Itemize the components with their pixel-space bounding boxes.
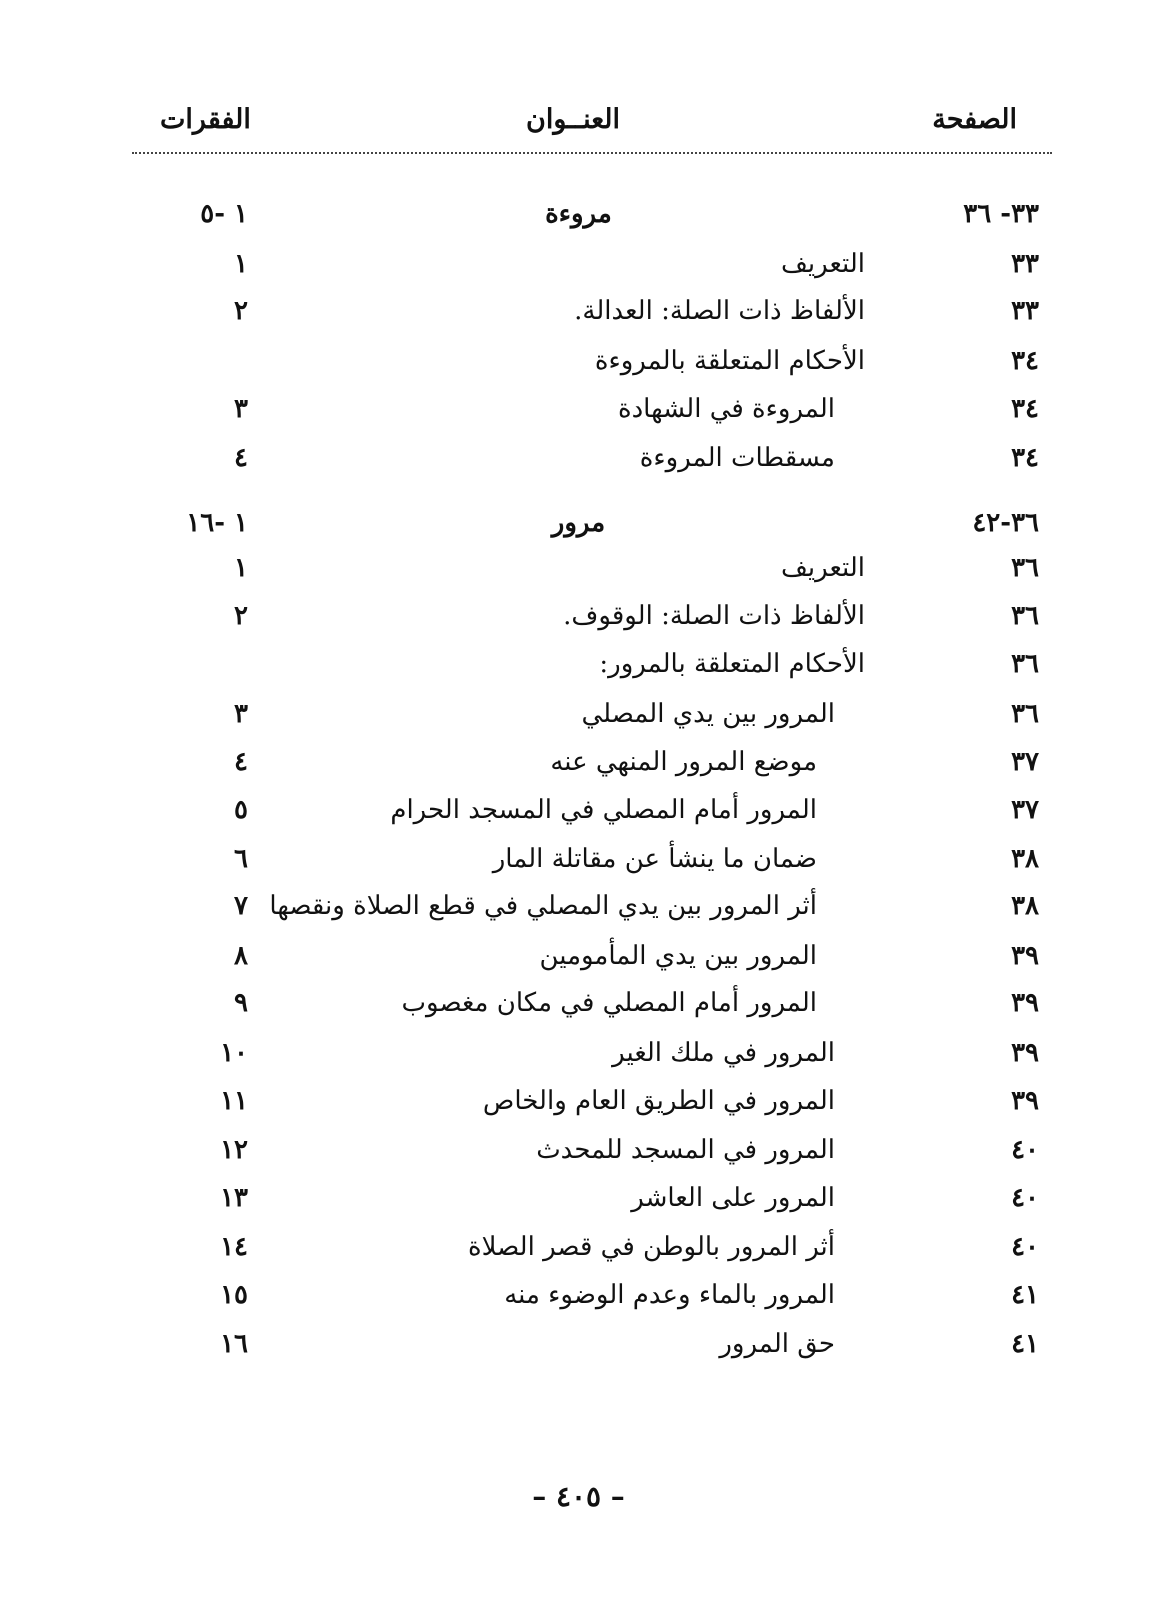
row-paragraphs: ١ [234,249,248,279]
row-page-number: ٤١ [1011,1280,1039,1310]
row-page-number: ٣٦ [1011,553,1039,583]
row-paragraphs: ١٣ [220,1183,248,1213]
row-paragraphs: ٢ [234,296,248,326]
row-title: مسقطات المروءة [639,443,835,473]
row-page-number: ٤١ [1011,1329,1039,1359]
row-title: الأحكام المتعلقة بالمروءة [594,346,865,376]
row-title: ضمان ما ينشأ عن مقاتلة المار [492,844,817,874]
row-paragraphs: ١ -٥ [200,199,248,229]
row-page-number: ٣٤ [1011,346,1039,376]
row-page-number: ٤٠ [1011,1183,1039,1213]
row-paragraphs: ٨ [234,941,248,971]
row-page-number: ٣٦ [1011,601,1039,631]
row-title: حق المرور [719,1329,835,1359]
row-page-number: ٣٣ [1011,249,1039,279]
row-paragraphs: ٧ [234,891,248,921]
row-title: المرور أمام المصلي في المسجد الحرام [390,795,817,825]
row-page-number: ٣٩ [1011,941,1039,971]
row-title: التعريف [780,249,865,279]
row-page-number: ٣٩ [1011,1086,1039,1116]
row-paragraphs: ٤ [234,443,248,473]
row-title: المرور في الطريق العام والخاص [482,1086,835,1116]
row-page-number: ٣٧ [1011,795,1039,825]
row-paragraphs: ٦ [234,844,248,874]
row-page-number: ٣٣ [1011,296,1039,326]
row-paragraphs: ٢ [234,601,248,631]
row-paragraphs: ٤ [234,747,248,777]
row-paragraphs: ١٥ [220,1280,248,1310]
row-paragraphs: ١٢ [220,1135,248,1165]
row-page-number: ٣٨ [1011,891,1039,921]
header-paragraphs: الفقرات [160,104,251,135]
row-page-number: ٣٩ [1011,988,1039,1018]
row-title: الألفاظ ذات الصلة: الوقوف. [563,601,865,631]
header-title: العنــوان [526,104,620,135]
row-page-number: ٣٤ [1011,394,1039,424]
row-paragraphs: ٣ [234,394,248,424]
row-title: المرور بين يدي المأمومين [539,941,817,971]
row-page-number: ٤٠ [1011,1232,1039,1262]
header-divider [132,152,1052,154]
row-page-number: ٣٤ [1011,443,1039,473]
row-title: الأحكام المتعلقة بالمرور: [599,649,865,679]
row-title: الألفاظ ذات الصلة: العدالة. [574,296,865,326]
row-title: أثر المرور بين يدي المصلي في قطع الصلاة ونقصها [269,891,817,921]
row-page-number: ٣٧ [1011,747,1039,777]
row-title: المرور أمام المصلي في مكان مغصوب [401,988,817,1018]
row-title: المرور بين يدي المصلي [581,699,835,729]
row-title: المرور على العاشر [631,1183,835,1213]
row-paragraphs: ١٤ [220,1232,248,1262]
row-page-number: ٤٠ [1011,1135,1039,1165]
row-entry-heading: مرور [551,508,606,538]
row-paragraphs: ١٠ [220,1038,248,1068]
row-page-number: ٣٨ [1011,844,1039,874]
row-title: المرور في ملك الغير [612,1038,835,1068]
page-number: – ٤٠٥ – [532,1480,625,1513]
row-page-number: ٣٦ [1011,649,1039,679]
row-page-number: ٣٩ [1011,1038,1039,1068]
row-paragraphs: ٥ [234,795,248,825]
row-title: المرور بالماء وعدم الوضوء منه [504,1280,835,1310]
row-entry-heading: مروءة [545,199,612,229]
row-title: التعريف [780,553,865,583]
row-title: المرور في المسجد للمحدث [536,1135,835,1165]
row-page-number: ٣٦ [1011,699,1039,729]
row-paragraphs: ٣ [234,699,248,729]
header-page: الصفحة [932,104,1017,135]
row-paragraphs: ١ -١٦ [186,508,248,538]
row-paragraphs: ١١ [220,1086,248,1116]
row-title: أثر المرور بالوطن في قصر الصلاة [467,1232,835,1262]
row-paragraphs: ٩ [234,988,248,1018]
row-title: موضع المرور المنهي عنه [550,747,817,777]
row-title: المروءة في الشهادة [617,394,835,424]
row-paragraphs: ١ [234,553,248,583]
row-paragraphs: ١٦ [220,1329,248,1359]
row-page-number: ٣٦-٤٢ [972,508,1039,538]
row-page-number: ٣٣- ٣٦ [963,199,1039,229]
